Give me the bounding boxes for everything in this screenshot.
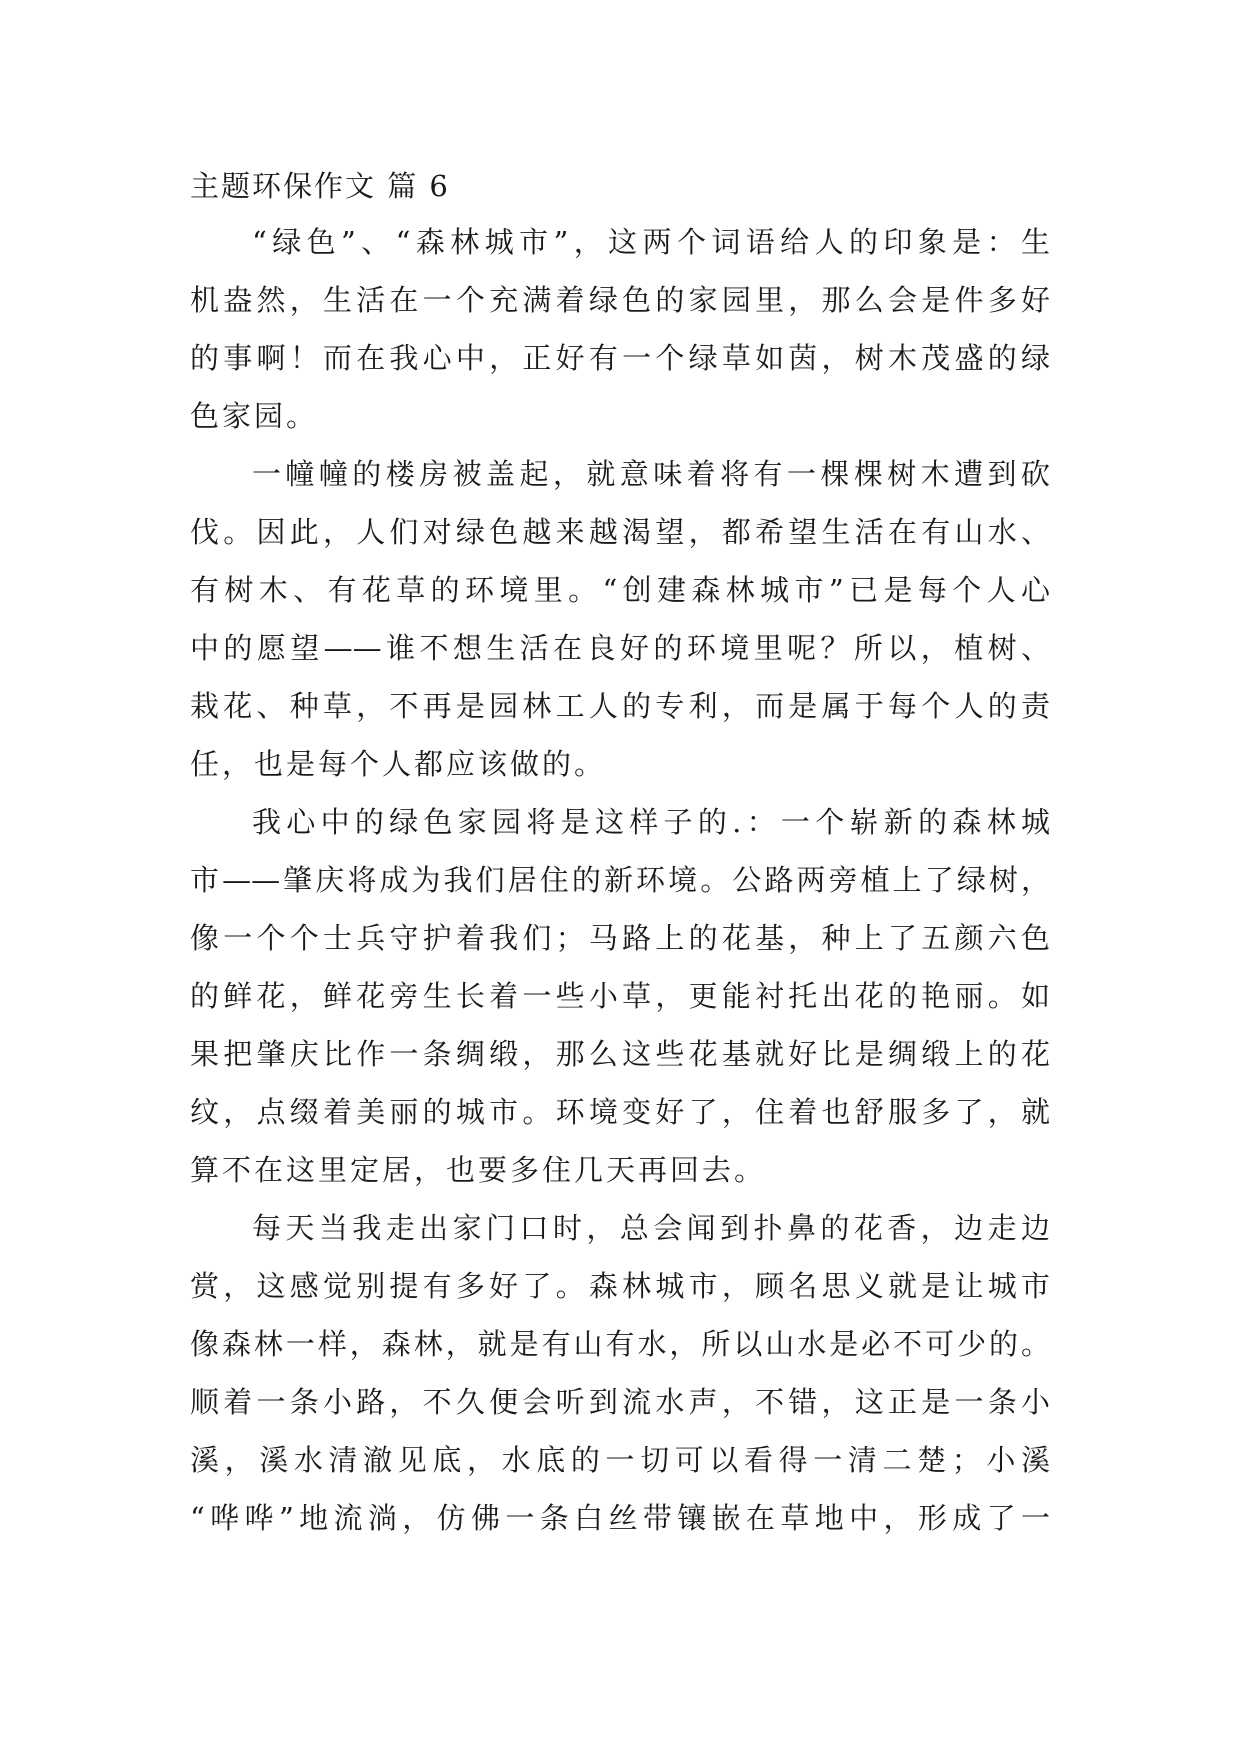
paragraph-4-line-6: “哗哗”地流淌，仿佛一条白丝带镶嵌在草地中，形成了一: [190, 1501, 1050, 1535]
paragraph-4-line-5: 溪，溪水清澈见底，水底的一切可以看得一清二楚；小溪: [190, 1443, 1050, 1477]
paragraph-1-line-1: “绿色”、“森林城市”，这两个词语给人的印象是：生: [252, 225, 1050, 259]
paragraph-3-line-3: 像一个个士兵守护着我们；马路上的花基，种上了五颜六色: [190, 921, 1050, 955]
paragraph-2-line-6: 任，也是每个人都应该做的。: [190, 747, 607, 781]
paragraph-2-line-2: 伐。因此，人们对绿色越来越渴望，都希望生活在有山水、: [190, 515, 1050, 549]
paragraph-4-line-3: 像森林一样，森林，就是有山有水，所以山水是必不可少的。: [190, 1327, 1050, 1361]
paragraph-1-line-4: 色家园。: [190, 399, 319, 433]
paragraph-2-line-3: 有树木、有花草的环境里。“创建森林城市”已是每个人心: [190, 573, 1050, 607]
paragraph-1-line-3: 的事啊！而在我心中，正好有一个绿草如茵，树木茂盛的绿: [190, 341, 1050, 375]
paragraph-2-line-5: 栽花、种草，不再是园林工人的专利，而是属于每个人的责: [190, 689, 1050, 723]
paragraph-3-line-2: 市——肇庆将成为我们居住的新环境。公路两旁植上了绿树，: [190, 863, 1050, 897]
paragraph-3-line-4: 的鲜花，鲜花旁生长着一些小草，更能衬托出花的艳丽。如: [190, 979, 1050, 1013]
paragraph-3-line-1: 我心中的绿色家园将是这样子的.：一个崭新的森林城: [252, 805, 1050, 839]
paragraph-2-line-1: 一幢幢的楼房被盖起，就意味着将有一棵棵树木遭到砍: [252, 457, 1050, 491]
paragraph-4-line-4: 顺着一条小路，不久便会听到流水声，不错，这正是一条小: [190, 1385, 1050, 1419]
paragraph-4-line-2: 赏，这感觉别提有多好了。森林城市，顾名思义就是让城市: [190, 1269, 1050, 1303]
paragraph-3-line-5: 果把肇庆比作一条绸缎，那么这些花基就好比是绸缎上的花: [190, 1037, 1050, 1071]
document-title: 主题环保作文 篇 6: [190, 169, 450, 203]
paragraph-2-line-4: 中的愿望——谁不想生活在良好的环境里呢？所以，植树、: [190, 631, 1050, 665]
paragraph-4-line-1: 每天当我走出家门口时，总会闻到扑鼻的花香，边走边: [252, 1211, 1050, 1245]
paragraph-1-line-2: 机盎然，生活在一个充满着绿色的家园里，那么会是件多好: [190, 283, 1050, 317]
paragraph-3-line-6: 纹，点缀着美丽的城市。环境变好了，住着也舒服多了，就: [190, 1095, 1050, 1129]
paragraph-3-line-7: 算不在这里定居，也要多住几天再回去。: [190, 1153, 767, 1187]
